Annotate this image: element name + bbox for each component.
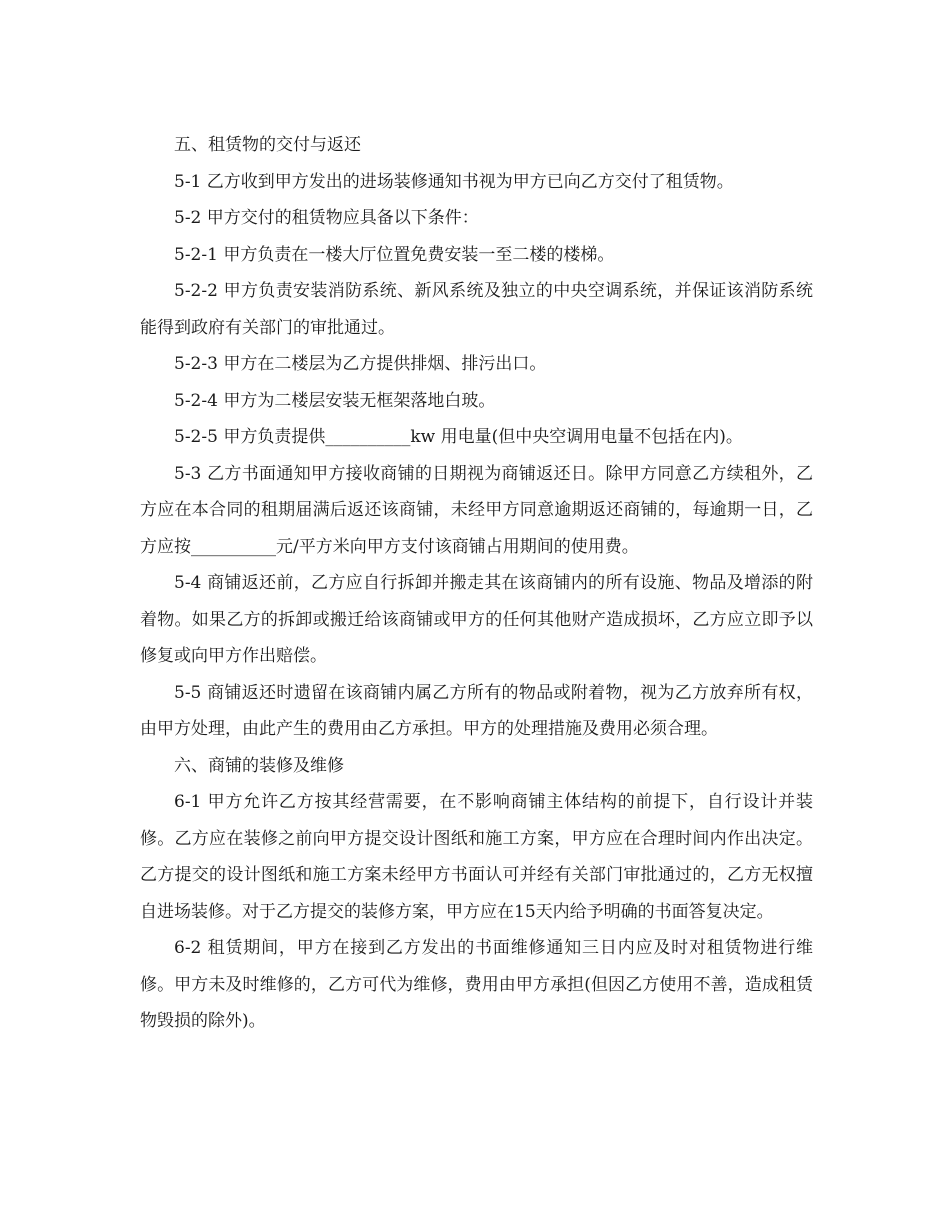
clause-5-5: 5-5 商铺返还时遗留在该商铺内属乙方所有的物品或附着物，视为乙方放弃所有权，由甲方处理，由此产生的费用由乙方承担。甲方的处理措施及费用必须合理。 — [140, 682, 813, 739]
clause-5-2-3: 5-2-3 甲方在二楼层为乙方提供排烟、排污出口。 — [174, 354, 547, 374]
clause-5-3: 5-3 乙方书面通知甲方接收商铺的日期视为商铺返还日。除甲方同意乙方续租外，乙方应在本合同的租期届满后返还该商铺，未经甲方同意逾期返还商铺的，每逾期一日，乙方应按__________元/平方米向甲方支付该商铺占用期间的使用费。 — [140, 463, 813, 557]
clause-6-1: 6-1 甲方允许乙方按其经营需要，在不影响商铺主体结构的前提下，自行设计并装修。乙方应在装修之前向甲方提交设计图纸和施工方案，甲方应在合理时间内作出决定。乙方提交的设计图纸和施工方案未经甲方书面认可并经有关部门审批通过的，乙方无权擅自进场装修。对于乙方提交的装修方案，甲方应在15天内给予明确的书面答复决定。 — [140, 792, 813, 922]
clause-5-4: 5-4 商铺返还前，乙方应自行拆卸并搬走其在该商铺内的所有设施、物品及增添的附着物。如果乙方的拆卸或搬迁给该商铺或甲方的任何其他财产造成损坏，乙方应立即予以修复或向甲方作出赔偿。 — [140, 573, 813, 666]
section-heading-5: 五、租赁物的交付与返还 — [174, 135, 361, 155]
clause-5-2: 5-2 甲方交付的租赁物应具备以下条件： — [174, 208, 479, 228]
clause-5-2-1: 5-2-1 甲方负责在一楼大厅位置免费安装一至二楼的楼梯。 — [174, 244, 615, 265]
section-heading-6: 六、商铺的装修及维修 — [174, 755, 344, 776]
clause-5-2-4: 5-2-4 甲方为二楼层安装无框架落地白玻。 — [174, 390, 496, 411]
document-body — [140, 127, 813, 1040]
clause-5-2-2: 5-2-2 甲方负责安装消防系统、新风系统及独立的中央空调系统，并保证该消防系统能得到政府有关部门的审批通过。 — [140, 281, 813, 338]
clause-5-1: 5-1 乙方收到甲方发出的进场装修通知书视为甲方已向乙方交付了租赁物。 — [174, 171, 734, 192]
clause-5-2-5: 5-2-5 甲方负责提供__________kw 用电量(但中央空调用电量不包括在内)。 — [174, 427, 743, 447]
clause-6-2: 6-2 租赁期间，甲方在接到乙方发出的书面维修通知三日内应及时对租赁物进行维修。甲方未及时维修的，乙方可代为维修，费用由甲方承担(但因乙方使用不善，造成租赁物毁损的除外)。 — [140, 938, 813, 1031]
